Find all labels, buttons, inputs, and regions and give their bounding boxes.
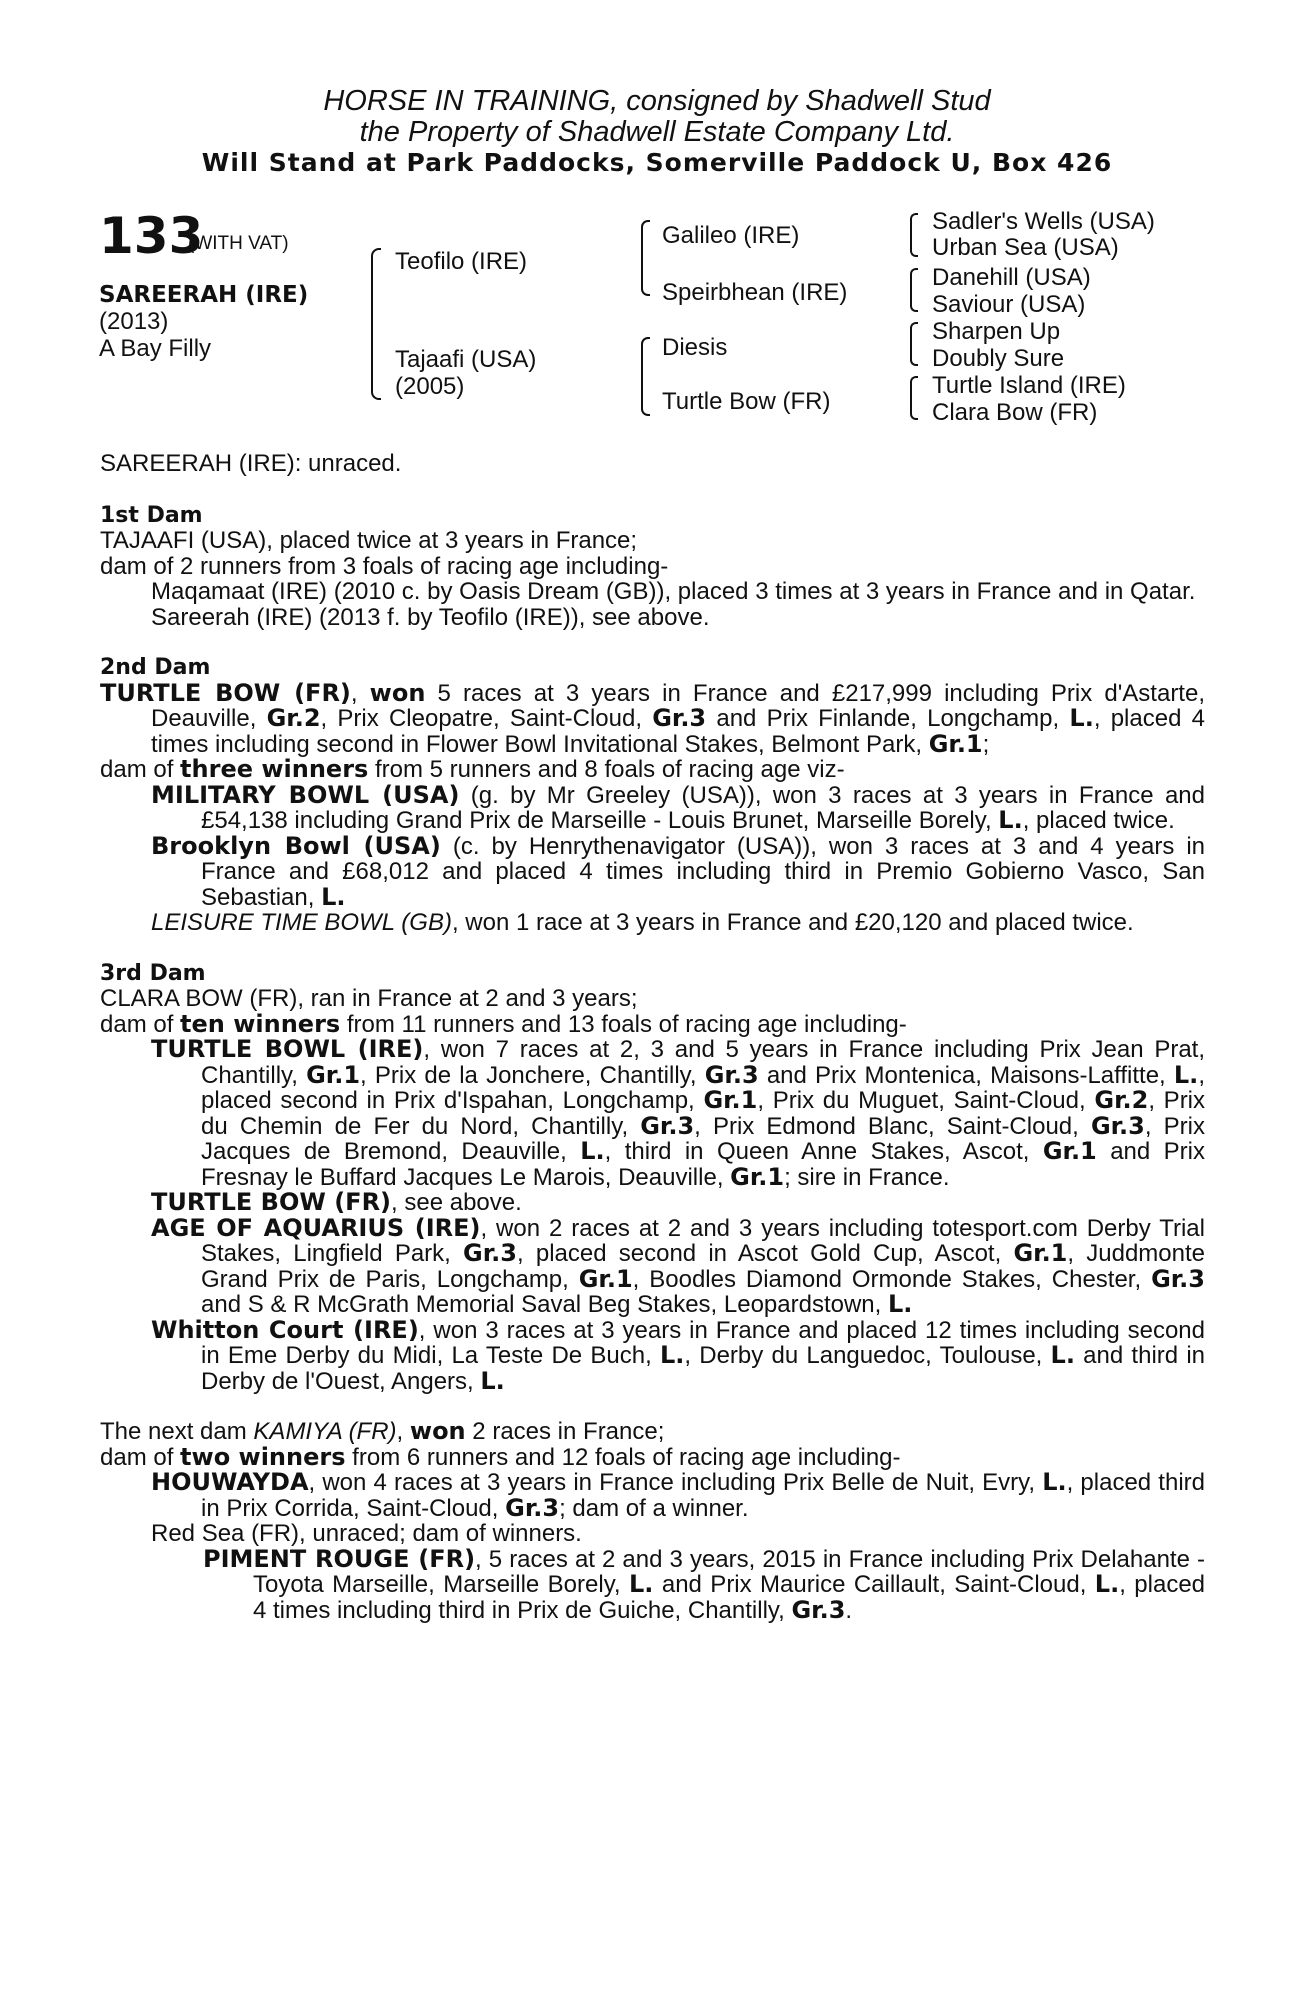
pedigree-g3-turtle-island: Turtle Island (IRE) [932, 372, 1126, 399]
pedigree-sire-sire: Galileo (IRE) [662, 222, 800, 249]
produce-military-bowl: MILITARY BOWL (USA) (g. by Mr Greeley (USA)), won 3 races at 3 years in France and £54,138 including Grand Prix de Marseille - Louis Brunet, Marseille Borely, L., placed twice. [151, 780, 1205, 834]
next-dam-produce-intro: dam of two winners from 6 runners and 12 foals of racing age including- [100, 1442, 901, 1471]
pedigree-g3-doubly-sure: Doubly Sure [932, 345, 1065, 372]
pedigree-g3-clara-bow: Clara Bow (FR) [932, 399, 1098, 426]
produce-turtle-bow: TURTLE BOW (FR), see above. [151, 1188, 522, 1216]
produce-turtle-bowl: TURTLE BOWL (IRE), won 7 races at 2, 3 and 5 years in France including Prix Jean Prat, Chantilly, Gr.1, Prix de la Jonchere, Chantilly, Gr.3 and Prix Montenica, Maisons-Laffitte, L., placed second in Prix d'Ispahan, Longchamp, Gr.1, Prix du Muguet, Saint-Cloud, Gr.2, Prix du Chemin de Fer du Nord, Chantilly, Gr.3, Prix Edmond Blanc, Saint-Cloud, Gr.3, Prix Jacques de Bremond, Deauville, L., third in Queen Anne Stakes, Ascot, Gr.1 and Prix Fresnay le Buffard Jacques Le Marois, Deauville, Gr.1; sire in France. [151, 1035, 1206, 1191]
lot-description: A Bay Filly [99, 335, 212, 362]
first-dam-produce-intro: dam of 2 runners from 3 foals of racing age including- [100, 552, 669, 580]
pedigree-sire-dam: Speirbhean (IRE) [662, 279, 848, 306]
produce-brooklyn-bowl: Brooklyn Bowl (USA) (c. by Henrythenavigator (USA)), won 3 races at 3 and 4 years in France and £68,012 and placed 4 times including third in Premio Gobierno Vasco, San Sebastian, L. [151, 831, 1205, 911]
pedigree-g3-sadlers-wells: Sadler's Wells (USA) [932, 208, 1155, 235]
header-location-line: Will Stand at Park Paddocks, Somerville Paddock U, Box 426 [201, 148, 1113, 177]
pedigree-brace-g3-4 [910, 376, 918, 420]
pedigree-dam-sire: Diesis [662, 334, 728, 361]
first-dam-heading: 1st Dam [100, 502, 203, 528]
pedigree-g3-danehill: Danehill (USA) [932, 264, 1091, 291]
second-dam-heading: 2nd Dam [100, 655, 211, 680]
lot-horse-name: SAREERAH (IRE) [99, 282, 309, 308]
pedigree-g3-urban-sea: Urban Sea (USA) [932, 234, 1119, 261]
pedigree-brace-g3-2 [910, 268, 918, 312]
produce-whitton-court: Whitton Court (IRE), won 3 races at 3 years in France and placed 12 times including second in Eme Derby du Midi, La Teste De Buch, L., Derby du Languedoc, Toulouse, L. and third in Derby de l'Ouest, Angers, L. [151, 1315, 1205, 1395]
lot-vat-note: (WITH VAT) [188, 233, 289, 254]
catalogue-body [100, 451, 1205, 1623]
produce-maqamaat: Maqamaat (IRE) (2010 c. by Oasis Dream (GB)), placed 3 times at 3 years in France and in Qatar. [151, 578, 1196, 605]
third-dam-heading: 3rd Dam [100, 960, 206, 986]
produce-age-of-aquarius: AGE OF AQUARIUS (IRE), won 2 races at 2 and 3 years including totesport.com Derby Trial Stakes, Lingfield Park, Gr.3, placed second in Ascot Gold Cup, Ascot, Gr.1, Juddmonte Grand Prix de Paris, Longchamp, Gr.1, Boodles Diamond Ormonde Stakes, Chester, Gr.3 and S & R McGrath Memorial Saval Beg Stakes, Leopardstown, L. [151, 1213, 1205, 1318]
pedigree-g3-saviour: Saviour (USA) [932, 291, 1086, 318]
lot-number: 133 [99, 207, 204, 265]
second-dam-entry: TURTLE BOW (FR), won 5 races at 3 years in France and £217,999 including Prix d'Astarte, Deauville, Gr.2, Prix Cleopatre, Saint-Cloud, Gr.3 and Prix Finlande, Longchamp, L., placed 4 times including second in Flower Bowl Invitational Stakes, Belmont Park, Gr.1; [100, 678, 1205, 758]
pedigree-dam-year: (2005) [395, 373, 465, 400]
pedigree-brace-gen1 [371, 248, 381, 400]
pedigree-dam-dam: Turtle Bow (FR) [662, 388, 831, 415]
pedigree-brace-g3-3 [910, 322, 918, 366]
first-dam-line: TAJAAFI (USA), placed twice at 3 years in France; [100, 527, 638, 554]
third-dam-produce-intro: dam of ten winners from 11 runners and 13 foals of racing age including- [100, 1009, 907, 1038]
race-record: SAREERAH (IRE): unraced. [100, 450, 402, 477]
header-property-line: the Property of Shadwell Estate Company Ltd. [359, 116, 955, 148]
lot-foal-year: (2013) [99, 308, 169, 335]
pedigree-brace-dam [641, 337, 650, 416]
pedigree-sire: Teofilo (IRE) [395, 248, 528, 275]
second-dam-produce-intro: dam of three winners from 5 runners and 8 foals of racing age viz- [100, 755, 845, 783]
pedigree-dam: Tajaafi (USA) [395, 346, 537, 373]
third-dam-line: CLARA BOW (FR), ran in France at 2 and 3 years; [100, 985, 638, 1012]
produce-houwayda: HOUWAYDA, won 4 races at 3 years in France including Prix Belle de Nuit, Evry, L., placed third in Prix Corrida, Saint-Cloud, Gr.3; dam of a winner. [151, 1468, 1205, 1522]
produce-leisure-time-bowl: LEISURE TIME BOWL (GB), won 1 race at 3 years in France and £20,120 and placed twice. [151, 909, 1134, 936]
pedigree-brace-sire [641, 220, 650, 296]
next-dam-line: The next dam KAMIYA (FR), won 2 races in France; [100, 1417, 665, 1445]
header-consignor-line: HORSE IN TRAINING, consigned by Shadwell Stud [323, 85, 991, 117]
pedigree-g3-sharpen-up: Sharpen Up [932, 318, 1061, 345]
produce-red-sea: Red Sea (FR), unraced; dam of winners. [151, 1520, 582, 1547]
produce-sareerah: Sareerah (IRE) (2013 f. by Teofilo (IRE)), see above. [151, 603, 710, 631]
produce-piment-rouge: PIMENT ROUGE (FR), 5 races at 2 and 3 years, 2015 in France including Prix Delahante - Toyota Marseille, Marseille Borely, L. and Prix Maurice Caillault, Saint-Cloud, L., placed 4 times including third in Prix de Guiche, Chantilly, Gr.3. [203, 1544, 1206, 1624]
pedigree-brace-g3-1 [910, 213, 918, 257]
